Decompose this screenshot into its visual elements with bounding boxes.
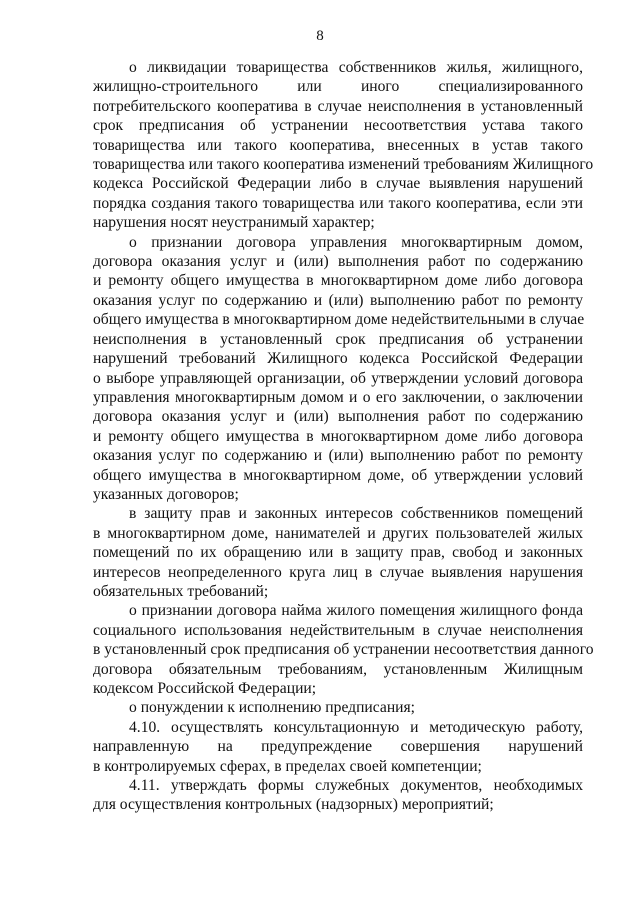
paragraph (93, 233, 583, 505)
text-line: общего имущества в многоквартирном доме, об утверждении условий (93, 466, 583, 484)
text-line: потребительского кооператива в случае неисполнения в установленный (93, 97, 583, 115)
text-line: 4.11. утверждать формы служебных документов, необходимых (129, 777, 583, 795)
text-line: в многоквартирном доме, нанимателей и других пользователей жилых (93, 524, 583, 542)
page-number: 8 (316, 28, 324, 44)
text-line: нарушений требований Жилищного кодекса Российской Федерации (93, 350, 583, 368)
text-line: договора оказания услуг и (или) выполнения работ по содержанию (93, 408, 583, 426)
text-line: о понуждении к исполнению предписания; (129, 699, 416, 717)
paragraph (93, 58, 594, 233)
text-line: и ремонту общего имущества в многоквартирном доме либо договора (93, 272, 583, 290)
document-body (93, 58, 594, 815)
text-line: 4.10. осуществлять консультационную и методическую работу, (129, 718, 583, 736)
text-line: оказания услуг по содержанию и (или) выполнению работ по ремонту (93, 447, 583, 465)
text-line: жилищно-строительного или иного специализированного (93, 78, 583, 96)
text-line: срок предписания об устранении несоответствия устава такого (93, 117, 583, 135)
text-line: порядка создания такого товарищества или такого кооператива, если эти (93, 194, 583, 212)
text-line: неисполнения в установленный срок предписания об устранении (93, 330, 583, 348)
text-line: интересов неопределенного круга лиц в случае выявления нарушения (93, 563, 583, 581)
text-line: управления многоквартирным домом и о его заключении, о заключении (93, 388, 583, 406)
text-line: товарищества или такого кооператива, внесенных в устав такого (93, 136, 583, 154)
text-line: договора обязательным требованиям, установленным Жилищным (93, 660, 583, 678)
text-line: кодекса Российской Федерации либо в случае выявления нарушений (93, 175, 583, 193)
text-line: помещений по их обращению или в защиту прав, свобод и законных (93, 544, 583, 562)
text-line: и ремонту общего имущества в многоквартирном доме либо договора (93, 427, 583, 445)
text-line: для осуществления контрольных (надзорных) мероприятий; (93, 796, 494, 814)
text-line: о признании договора управления многоквартирным домом, (129, 233, 583, 251)
paragraph (93, 601, 594, 698)
paragraph (93, 776, 583, 815)
text-line: договора оказания услуг и (или) выполнения работ по содержанию (93, 253, 583, 271)
text-line: общего имущества в многоквартирном доме недействительными в случае (93, 311, 585, 329)
paragraph (93, 718, 583, 776)
text-line: о ликвидации товарищества собственников жилья, жилищного, (129, 59, 583, 76)
text-line: кодексом Российской Федерации; (93, 680, 317, 697)
text-line: социального использования недействительным в случае неисполнения (93, 621, 583, 639)
text-line: оказания услуг по содержанию и (или) выполнению работ по ремонту (93, 291, 583, 309)
text-line: в установленный срок предписания об устранении несоответствия данного (93, 641, 594, 659)
paragraph (93, 698, 583, 717)
text-line: в контролируемых сферах, в пределах своей компетенции; (93, 757, 482, 775)
text-line: указанных договоров; (93, 485, 239, 503)
text-line: обязательных требований; (93, 582, 269, 600)
text-line: в защиту прав и законных интересов собственников помещений (129, 505, 583, 523)
text-line: направленную на предупреждение совершения нарушений (93, 738, 583, 756)
text-line: товарищества или такого кооператива изменений требованиям Жилищного (93, 156, 594, 174)
paragraph (93, 504, 583, 601)
text-line: нарушения носят неустранимый характер; (93, 214, 375, 232)
text-line: о признании договора найма жилого помещения жилищного фонда (129, 602, 583, 620)
text-line: о выборе управляющей организации, об утверждении условий договора (93, 369, 583, 387)
